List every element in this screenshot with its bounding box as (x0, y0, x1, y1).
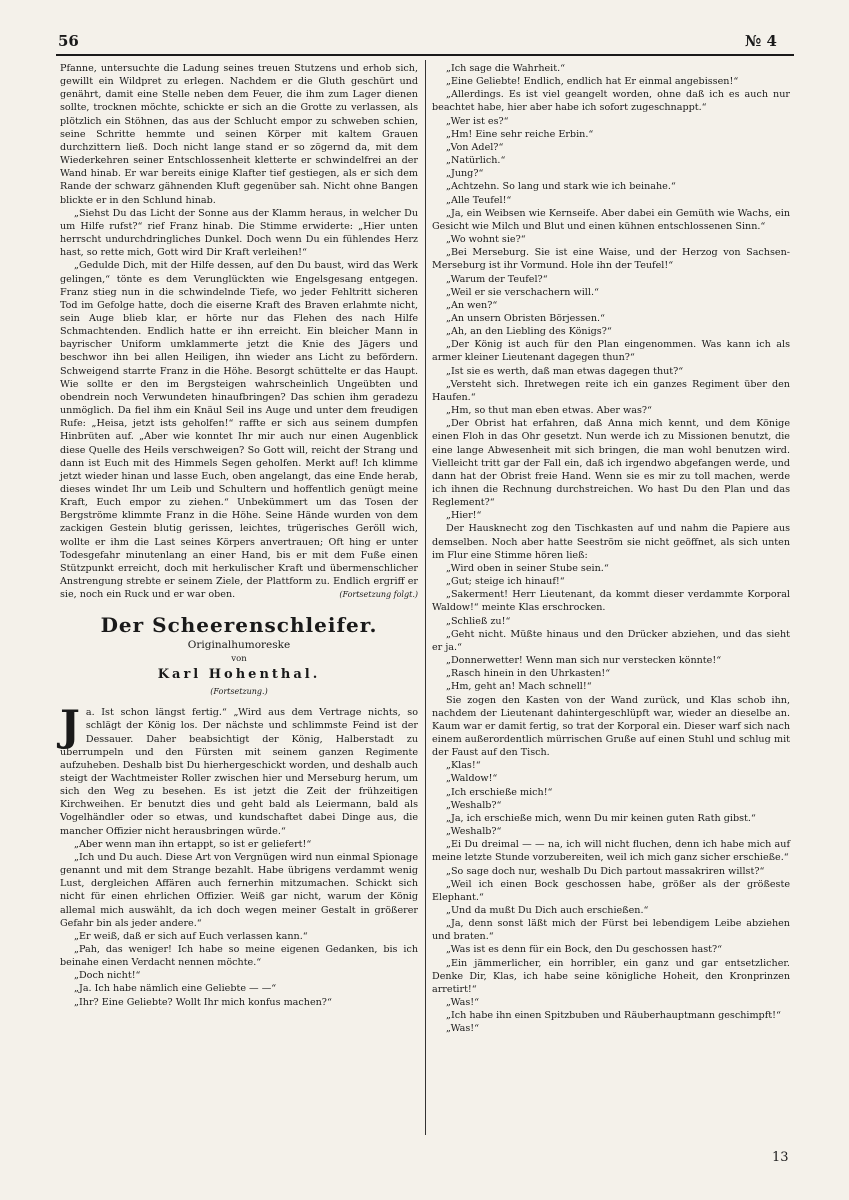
dialogue-line: „Alle Teufel!“ (446, 194, 512, 206)
dialogue-line: „Klas!“ (446, 760, 481, 772)
issue-number: № 4 (745, 32, 777, 50)
footer-page-number: 13 (772, 1150, 789, 1165)
dialogue-line: „Geht nicht. Müßte hinaus und den Drücker abziehen, und das sieht er ja.“ (432, 628, 790, 653)
paragraph-text: a. Ist schon längst fertig.“ „Wird aus dem Vertrage nichts, so schlägt der König los. Der nächste und schlimmste Feind ist der Dessauer. Daher beabsichtigt der König, Halberstadt zu überrumpeln und den Fürsten mit seinem ganzen Regimente aufzuheben. Deshalb bist Du hierhergeschickt worden, und deshalb auch steigt der Wachtmeister Roller zwischen hier und Merseburg herum, um sich den Weg zu besehen. Es ist jetzt die Zeit der frühzeitigen Kirchweihen. Er benutzt dies und geht bald als Leiermann, bald als Vogelhändler oder so etwas, und kundschaftet dabei Dinge aus, die mancher Offizier nicht herausbringen würde.“ (60, 707, 418, 837)
story-paragraph (60, 701, 418, 838)
dialogue-line: Der Hausknecht zog den Tischkasten auf und nahm die Papiere aus demselben. Noch aber hatte Seeström sie nicht geöffnet, als sich unten im Flur eine Stimme hören ließ: (432, 523, 790, 561)
dialogue-line: „Ihr? Eine Geliebte? Wollt Ihr mich konfus machen?“ (74, 996, 332, 1008)
dialogue-line: „Ein jämmerlicher, ein horribler, ein ganz und gar entsetzlicher. Denke Dir, Klas, ich habe seine königliche Hoheit, den Kronprinzen arretirt!“ (432, 957, 790, 995)
dialogue-line: „Donnerwetter! Wenn man sich nur verstecken könnte!“ (446, 655, 722, 667)
dialogue-line: „Ja, ein Weibsen wie Kernseife. Aber dabei ein Gemüth wie Wachs, ein Gesicht wie Milch und Blut und einen kühnen entschlossenen Sinn.“ (432, 207, 790, 232)
dialogue-line: „Warum der Teufel?“ (446, 273, 548, 285)
dialogue-line: „Wird oben in seiner Stube sein.“ (446, 562, 609, 574)
story-paragraph: Pfanne, untersuchte die Ladung seines treuen Stutzens und erhob sich, gewillt ein Wildpret zu erlegen. Nachdem er die Gluth geschürt und genährt, damit eine Stelle neben dem Feuer, die ihm zum Lager dienen sollte, trocknen möchte, schickte er sich an die Grotte zu verlassen, als plötzlich ein Stöhnen, das aus der Schlucht empor zu schweben schien, seine Schritte hemmte und seinen Körper mit kaltem Grauen durchzittern ließ. Doch nicht lange stand er so zögernd da, mit dem Wiederkehren seiner Entschlossenheit kletterte er schwindelfrei an der Wand hinab. Er war bereits einige Klafter tief gestiegen, als er sich dem Rande der schwarz gähnenden Kluft gegenüber sah. Nicht ohne Bangen blickte er in den Schlund hinab. (60, 63, 418, 206)
dialogue-line: „Ich und Du auch. Diese Art von Vergnügen wird nun einmal Spionage genannt und mit dem Strange bezahlt. Habe übrigens verdammt wenig Lust, dergleichen Affären auch fernerhin mitzumachen. Schickt sich nicht für einen ehrlichen Offizier. Weiß gar nicht, warum der König allemal mich auswählt, da ich doch wegen meiner Gestalt in größerer Gefahr bin als jeder andere.“ (60, 851, 418, 929)
dialogue-line: „Er weiß, daß er sich auf Euch verlassen kann.“ (74, 930, 308, 942)
dialogue-line: „Der Obrist hat erfahren, daß Anna mich kennt, und dem Könige einen Floh in das Ohr gesetzt. Nun werde ich zu Missionen benutzt, die eine lange Abwesenheit mit sich bringen, die man wohl benutzen wird. Vielleicht tritt gar der Fall ein, daß ich irgendwo abgefangen werde, und dann hat der Obrist freie Hand. Wenn sie es mir zu toll machen, werde ich ihnen die Rechnung durchstreichen. Wo hast Du den Plan und das Reglement?“ (432, 418, 790, 509)
dialogue-line: „Hier!“ (446, 510, 482, 522)
dialogue-line: „An wen?“ (446, 299, 498, 311)
dialogue-line: „Sakerment! Herr Lieutenant, da kommt dieser verdammte Korporal Waldow!“ meinte Klas erschrocken. (432, 589, 790, 614)
dialogue-line: „Ja. Ich habe nämlich eine Geliebte — —“ (74, 983, 277, 995)
dialogue-line: „Doch nicht!“ (74, 970, 141, 982)
dialogue-line: „Natürlich.“ (446, 155, 506, 167)
dialogue-line: „Was ist es denn für ein Bock, den Du geschossen hast?“ (446, 944, 723, 956)
article-title: Der Scheerenschleifer. (100, 613, 378, 638)
story-paragraph (60, 259, 418, 601)
dialogue-line: „Ah, an den Liebling des Königs?“ (446, 326, 612, 338)
dialogue-line: „Und da mußt Du Dich auch erschießen.“ (446, 905, 649, 916)
dialogue-line: „Weshalb?“ (446, 826, 502, 838)
drop-cap: J (60, 701, 80, 751)
continuation-note: (Fortsetzung folgt.) (339, 590, 418, 600)
article-byline-von: von (231, 653, 247, 664)
dialogue-line: „So sage doch nur, weshalb Du Dich partout massakriren willst?“ (446, 865, 765, 877)
dialogue-line: „Ja, ich erschieße mich, wenn Du mir keinen guten Rath gibst.“ (446, 812, 756, 824)
dialogue-line: „Rasch hinein in den Uhrkasten!“ (446, 668, 611, 680)
dialogue-line: „Wer ist es?“ (446, 115, 509, 127)
dialogue-line: „An unsern Obristen Börjessen.“ (446, 312, 605, 324)
dialogue-line: „Ist sie es werth, daß man etwas dagegen thut?“ (446, 365, 684, 377)
dialogue-line: „Bei Merseburg. Sie ist eine Waise, und der Herzog von Sachsen-Merseburg ist ihr Vormund. Hole ihn der Teufel!“ (432, 247, 790, 272)
column-divider (425, 60, 426, 1135)
dialogue-line: „Ja, denn sonst läßt mich der Fürst bei lebendigem Leibe abziehen und braten.“ (432, 918, 790, 943)
dialogue-line: „Waldow!“ (446, 773, 498, 785)
dialogue-line: „Ich sage die Wahrheit.“ (446, 63, 566, 74)
dialogue-line: „Versteht sich. Ihretwegen reite ich ein ganzes Regiment über den Haufen.“ (432, 378, 790, 403)
dialogue-line: „Hm! Eine sehr reiche Erbin.“ (446, 128, 594, 140)
dialogue-line: „Aber wenn man ihn ertappt, so ist er geliefert!“ (74, 838, 312, 850)
dialogue-line: „Gut; steige ich hinauf!“ (446, 576, 565, 588)
right-column (432, 62, 790, 1036)
dialogue-line: „Was!“ (446, 997, 480, 1009)
dialogue-line: „Pah, das weniger! Ich habe so meine eigenen Gedanken, bis ich beinahe einen Verdacht nennen möchte.“ (60, 944, 418, 969)
paragraph-text: „Gedulde Dich, mit der Hilfe dessen, auf den Du baust, wird das Werk gelingen,“ tönte es dem Verunglückten wie Engelsgesang entgegen. Franz stieg nun in die schwindelnde Tiefe, wo jeder Fehltritt sicheren Tod im Gefolge hatte, doch die eiserne Kraft des Braven erlahmte nicht, sein Auge blieb klar, er hörte nur das Flehen des nach Hilfe Schmachtenden. Endlich hatte er ihn erreicht. Ein bleicher Mann in bayrischer Uniform umklammerte jetzt die Knie des Jägers und beschwor ihn bei allen Heiligen, ihn wieder ans Licht zu befördern. Schweigend starrte Franz in die Höhe. Besorgt schüttelte er das Haupt. Wie sollte er den im Bergsteigen wahrscheinlich Ungeübten und obendrein noch Verwundeten hinaufbringen? Das schien ihm geradezu unmöglich. Da fiel ihm ein Knäul Seil ins Auge und unter dem freudigen Rufe: „Heisa, jetzt ists geholfen!“ raffte er sich aus seinem dumpfen Hinbrüten auf. „Aber wie konntet Ihr mir auch nur einen Augenblick diese Quelle des Heils verschweigen? So Gott will, reicht der Strang und dann ist Euch mit des Himmels Segen geholfen. Merkt auf! Ich klimme jetzt wieder hinan und lasse Euch, oben angelangt, das eine Ende herab, dieses windet Ihr um Leib und Schultern und hoffentlich genügt meine Kraft, Euch empor zu ziehen.“ Unbekümmert um das Tosen der Bergströme klimmte Franz in die Höhe. Seine Hände wurden von dem zackigen Gestein blutig gerissen, leichtes, trügerisches Geröll wich, wollte er ihm die Last seines Körpers anvertrauen; Oft hing er unter Todesgefahr minutenlang an einer Hand, bis er mit dem Fuße einen Stützpunkt erreicht, doch mit herkulischer Kraft und übermenschlicher Anstrengung strebte er seinem Ziele, der Plattform zu. Endlich ergriff er sie, noch ein Ruck und er war oben. (60, 260, 418, 601)
dialogue-line: „Eine Geliebte! Endlich, endlich hat Er einmal angebissen!“ (446, 76, 739, 88)
dialogue-line: „Von Adel?“ (446, 141, 504, 153)
header-rule (56, 54, 794, 56)
dialogue-line: „Was!“ (446, 1023, 480, 1035)
running-page-number: 56 (58, 32, 79, 50)
story-paragraph: „Siehst Du das Licht der Sonne aus der Klamm heraus, in welcher Du um Hilfe rufst?“ rief Franz hinab. Die Stimme erwiderte: „Hier unten herrscht undurchdringliches Dunkel. Doch wenn Du ein fühlendes Herz hast, so rette mich, Gott wird Dir Kraft verleihen!“ (60, 207, 418, 259)
dialogue-line: Sie zogen den Kasten von der Wand zurück, und Klas schob ihn, nachdem der Lieutenant dahintergeschlüpft war, wieder an dieselbe an. Kaum war er damit fertig, so trat der Korporal ein. Dieser warf sich nach einem außerordentlich mürrischen Gruße auf einen Stuhl und schlug mit der Faust auf den Tisch. (432, 694, 790, 759)
dialogue-line: „Schließ zu!“ (446, 615, 511, 627)
dialogue-line: „Hm, geht an! Mach schnell!“ (446, 681, 592, 693)
dialogue-line: „Ich erschieße mich!“ (446, 786, 553, 798)
dialogue-line: „Achtzehn. So lang und stark wie ich beinahe.“ (446, 181, 676, 193)
left-column (60, 62, 418, 1009)
dialogue-line: „Wo wohnt sie?“ (446, 234, 526, 246)
dialogue-line: „Ich habe ihn einen Spitzbuben und Räuberhauptmann geschimpft!“ (446, 1010, 781, 1022)
dialogue-line: „Ei Du dreimal — — na, ich will nicht fluchen, denn ich habe mich auf meine letzte Stunde vorzubereiten, weil ich mich ganz sicher erschieße.“ (432, 839, 790, 864)
dialogue-line: „Hm, so thut man eben etwas. Aber was?“ (446, 405, 652, 417)
article-continued-note: (Fortsetzung.) (210, 687, 268, 697)
article-subtitle: Originalhumoreske (187, 638, 291, 651)
dialogue-line: „Weil er sie verschachern will.“ (446, 286, 599, 298)
dialogue-line: „Weshalb?“ (446, 799, 502, 811)
article-author: Karl Hohenthal. (157, 666, 321, 682)
dialogue-line: „Jung?“ (446, 168, 484, 180)
dialogue-line: „Weil ich einen Bock geschossen habe, größer als der größeste Elephant.“ (432, 878, 790, 903)
dialogue-line: „Der König ist auch für den Plan eingenommen. Was kann ich als armer kleiner Lieutenant dagegen thun?“ (432, 339, 790, 364)
dialogue-line: „Allerdings. Es ist viel geangelt worden, ohne daß ich es auch nur beachtet habe, hier aber habe ich sofort zugeschnappt.“ (432, 89, 790, 114)
